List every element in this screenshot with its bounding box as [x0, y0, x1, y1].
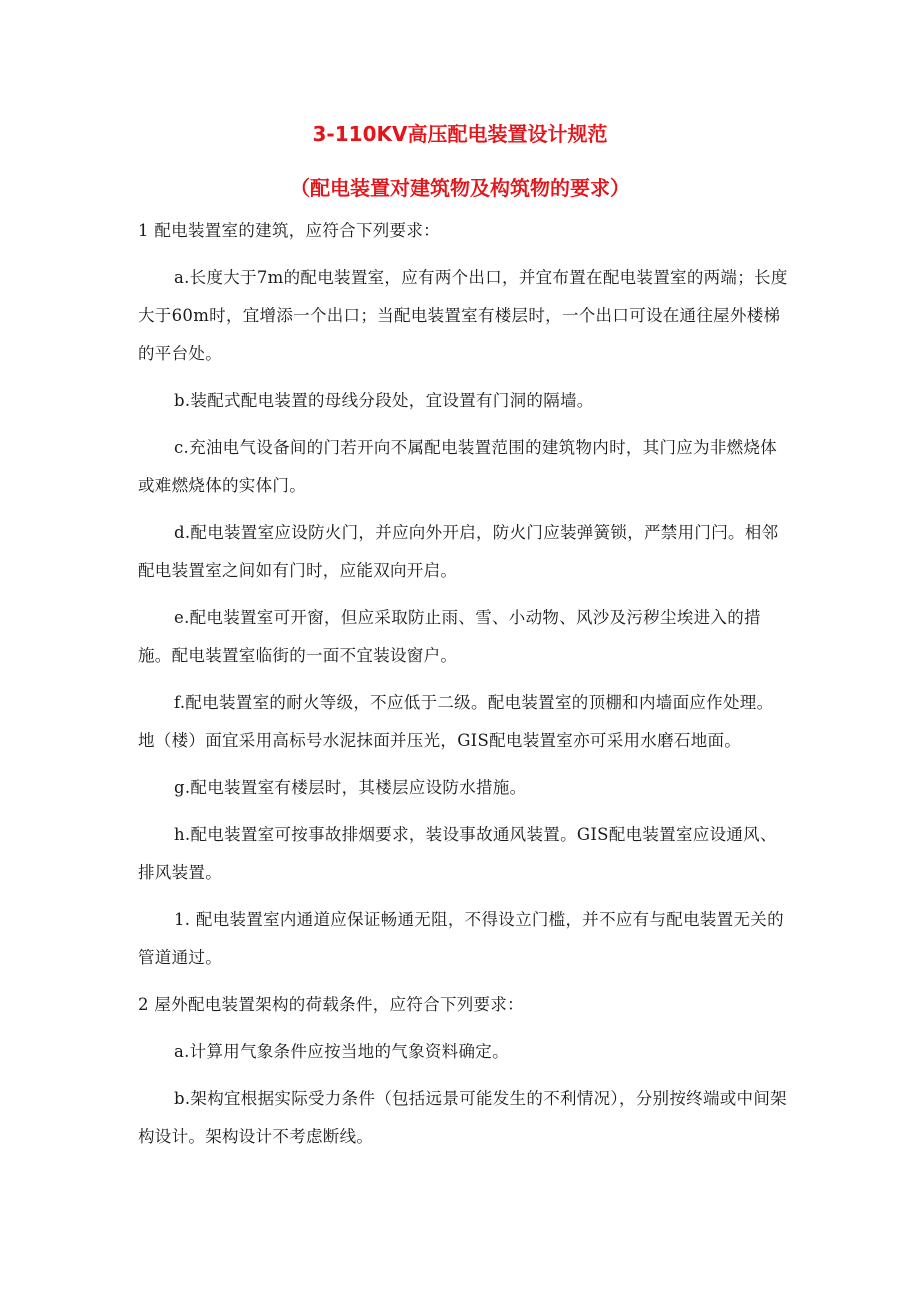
- list-item: h.配电装置室可按事故排烟要求，装设事故通风装置。GIS配电装置室应设通风、排风装置。: [138, 825, 777, 882]
- document-title: 3-110KV高压配电装置设计规范: [312, 122, 608, 146]
- section-heading: 2 屋外配电装置架构的荷载条件，应符合下列要求：: [138, 995, 524, 1014]
- list-item: a.长度大于7m的配电装置室，应有两个出口，并宜布置在配电装置室的两端；长度大于60m时，宜增添一个出口；当配电装置室有楼层时，一个出口可设在通往屋外楼梯的平台处。: [138, 268, 788, 363]
- list-item: a.计算用气象条件应按当地的气象资料确定。: [174, 1042, 509, 1061]
- list-item: b.装配式配电装置的母线分段处，宜设置有门洞的隔墙。: [174, 391, 594, 410]
- section-heading: 1 配电装置室的建筑，应符合下列要求：: [138, 221, 440, 240]
- list-item: e.配电装置室可开窗，但应采取防止雨、雪、小动物、风沙及污秽尘埃进入的措施。配电装置室临街的一面不宜装设窗户。: [138, 608, 761, 665]
- list-item: g.配电装置室有楼层时，其楼层应设防水措施。: [174, 778, 527, 797]
- list-item: d.配电装置室应设防火门，并应向外开启，防火门应装弹簧锁，严禁用门闩。相邻配电装置室之间如有门时，应能双向开启。: [138, 523, 779, 580]
- document-subtitle: （配电装置对建筑物及构筑物的要求）: [290, 176, 630, 200]
- list-item: f.配电装置室的耐火等级，不应低于二级。配电装置室的顶棚和内墙面应作处理。地（楼）面宜采用高标号水泥抹面并压光，GIS配电装置室亦可采用水磨石地面。: [138, 693, 774, 750]
- list-item: 1. 配电装置室内通道应保证畅通无阻，不得设立门槛，并不应有与配电装置无关的管道通过。: [138, 910, 784, 967]
- list-item: c.充油电气设备间的门若开向不属配电装置范围的建筑物内时，其门应为非燃烧体或难燃烧体的实体门。: [138, 438, 778, 495]
- list-item: b.架构宜根据实际受力条件（包括远景可能发生的不利情况），分别按终端或中间架构设计。架构设计不考虑断线。: [138, 1089, 787, 1146]
- document-body: [138, 212, 790, 1156]
